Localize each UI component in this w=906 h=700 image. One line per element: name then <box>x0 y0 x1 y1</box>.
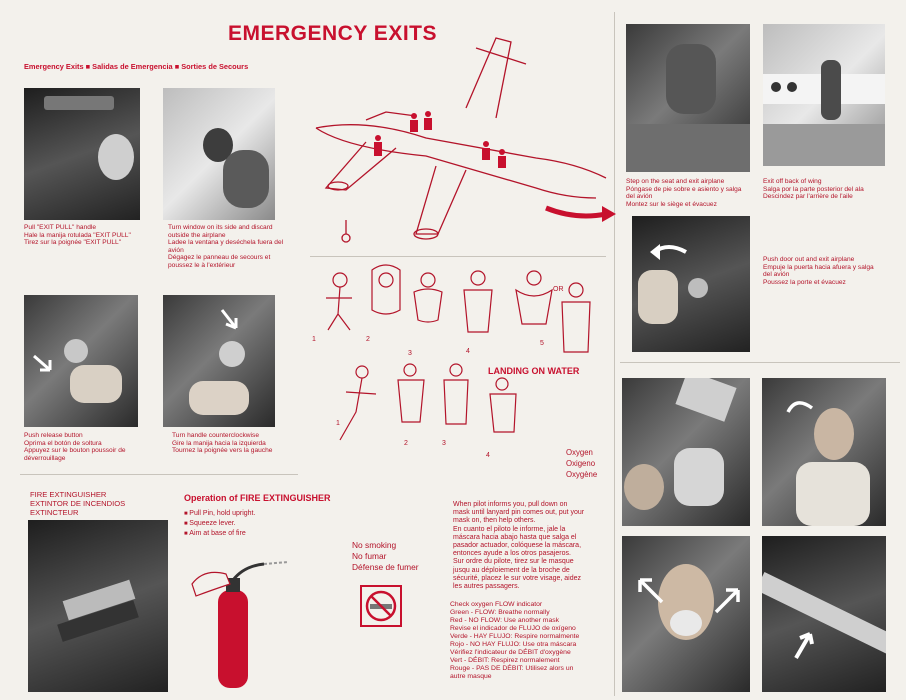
caption-turn-handle: Turn handle counterclockwise Gire la manija hacia la izquierda Tournez la poignée vers la gauche <box>172 432 273 455</box>
list-item: ■ Aim at base of fire <box>184 529 255 539</box>
step-number: 5 <box>540 340 544 347</box>
step-number: 4 <box>486 452 490 459</box>
no-smoking-es: No fumar <box>352 551 387 561</box>
page-subtitle: Emergency Exits ■ Salidas de Emergencia ■ Sorties de Secours <box>24 62 249 71</box>
photo-exit-wing <box>763 24 885 166</box>
arrow-icon <box>648 240 688 264</box>
list-item: ■ Squeeze lever. <box>184 519 255 529</box>
caption-exit-pull: Pull "EXIT PULL" handle Hale la manija rotulada "EXIT PULL" Tirez sur la poignée "EXIT PULL" <box>24 224 131 247</box>
landing-on-water-label: LANDING ON WATER <box>488 366 580 376</box>
oxygen-instructions: When pilot informs you, pull down on mask until lanyard pin comes out, put your mask on, then help others. En cuanto el piloto le informe, jale la máscara hacia abajo hasta que salga el pasador actuador, colóquese la máscara, entonces ayude a los otros pasajeros. Sur ordre du pilote, tirez sur le masque jusqu au déploiement de la broche de sécurité, placez le sur votre visage, aidez les autres passagers. <box>453 501 585 591</box>
oxygen-title <box>566 447 597 480</box>
photo-fire-extinguisher <box>28 520 168 692</box>
step-number: 2 <box>366 336 370 343</box>
photo-step-on-seat <box>626 24 750 172</box>
no-smoking-icon <box>360 585 402 627</box>
water-or-label: OR <box>553 286 564 293</box>
photo-exit-pull-handle <box>24 88 140 220</box>
divider <box>310 256 606 257</box>
arrow-icon <box>632 572 666 606</box>
caption-push-door: Push door out and exit airplane Empuje la puerta hacia afuera y salga del avión Poussez la porte et évacuez <box>763 256 874 286</box>
oxygen-flow-indicator: Check oxygen FLOW indicator Green - FLOW: Breathe normally Red - NO FLOW: Use another mask Revise el indicador de FLUJO de oxígeno Verde - HAY FLUJO: Respire normalmente Rojo - NO HAY FLUJO: Use otra máscara Vérifiez l'indicateur de DÉBIT d'oxygène Vert - DÉBIT: Respirez normalement Rouge - PAS DE DÉBIT: Utilisez alors un autre masque <box>450 601 580 680</box>
no-smoking-en: No smoking <box>352 540 397 550</box>
divider <box>620 362 900 363</box>
arrow-icon <box>712 582 746 616</box>
arrow-icon <box>790 626 820 660</box>
step-number: 3 <box>442 440 446 447</box>
list-item: ■ Pull Pin, hold upright. <box>184 509 255 519</box>
extinguisher-steps <box>184 509 255 539</box>
photo-oxygen-mask-drop <box>622 378 750 526</box>
caption-exit-wing: Exit off back of wing Salga por la parte posterior del ala Descindez par l'arrière de l'aile <box>763 178 864 201</box>
divider <box>20 474 298 475</box>
caption-step-on-seat: Step on the seat and exit airplane Póngase de pie sobre e asiento y salga del avión Montez sur le siège et évacuez <box>626 178 742 208</box>
photo-oxygen-flow-indicator <box>762 536 886 692</box>
photo-push-door <box>632 216 750 352</box>
fire-extinguisher-icon <box>184 540 294 690</box>
caption-window: Turn window on its side and discard outside the airplane Ladee la ventana y deséchela fuera del avión Dégagez le panneau de secours et poussez le à l'extérieur <box>168 224 284 269</box>
arrow-icon <box>30 352 60 382</box>
arrow-icon <box>218 306 248 336</box>
oxygen-title-fr: Oxygène <box>566 470 598 479</box>
extinguisher-heading: Operation of FIRE EXTINGUISHER <box>184 493 331 503</box>
oxygen-title-es: Oxigeno <box>566 459 596 468</box>
photo-oxygen-mask-pull <box>762 378 886 526</box>
extinguisher-label: FIRE EXTINGUISHER EXTINTOR DE INCENDIOS EXTINCTEUR <box>30 490 126 517</box>
step-number: 4 <box>466 348 470 355</box>
step-number: 1 <box>336 420 340 427</box>
photo-window-discard <box>163 88 275 220</box>
page-title: EMERGENCY EXITS <box>228 22 437 45</box>
airplane-evacuation-illustration <box>306 38 616 248</box>
arrow-icon <box>782 382 816 416</box>
oxygen-title-en: Oxygen <box>566 448 593 457</box>
step-number: 3 <box>408 350 412 357</box>
no-smoking-fr: Défense de fumer <box>352 562 419 572</box>
step-number: 1 <box>312 336 316 343</box>
step-number: 2 <box>404 440 408 447</box>
no-smoking-label <box>352 540 419 573</box>
caption-release-button: Push release button Oprima el botón de soltura Appuyez sur le bouton poussoir de déverrouillage <box>24 432 126 462</box>
